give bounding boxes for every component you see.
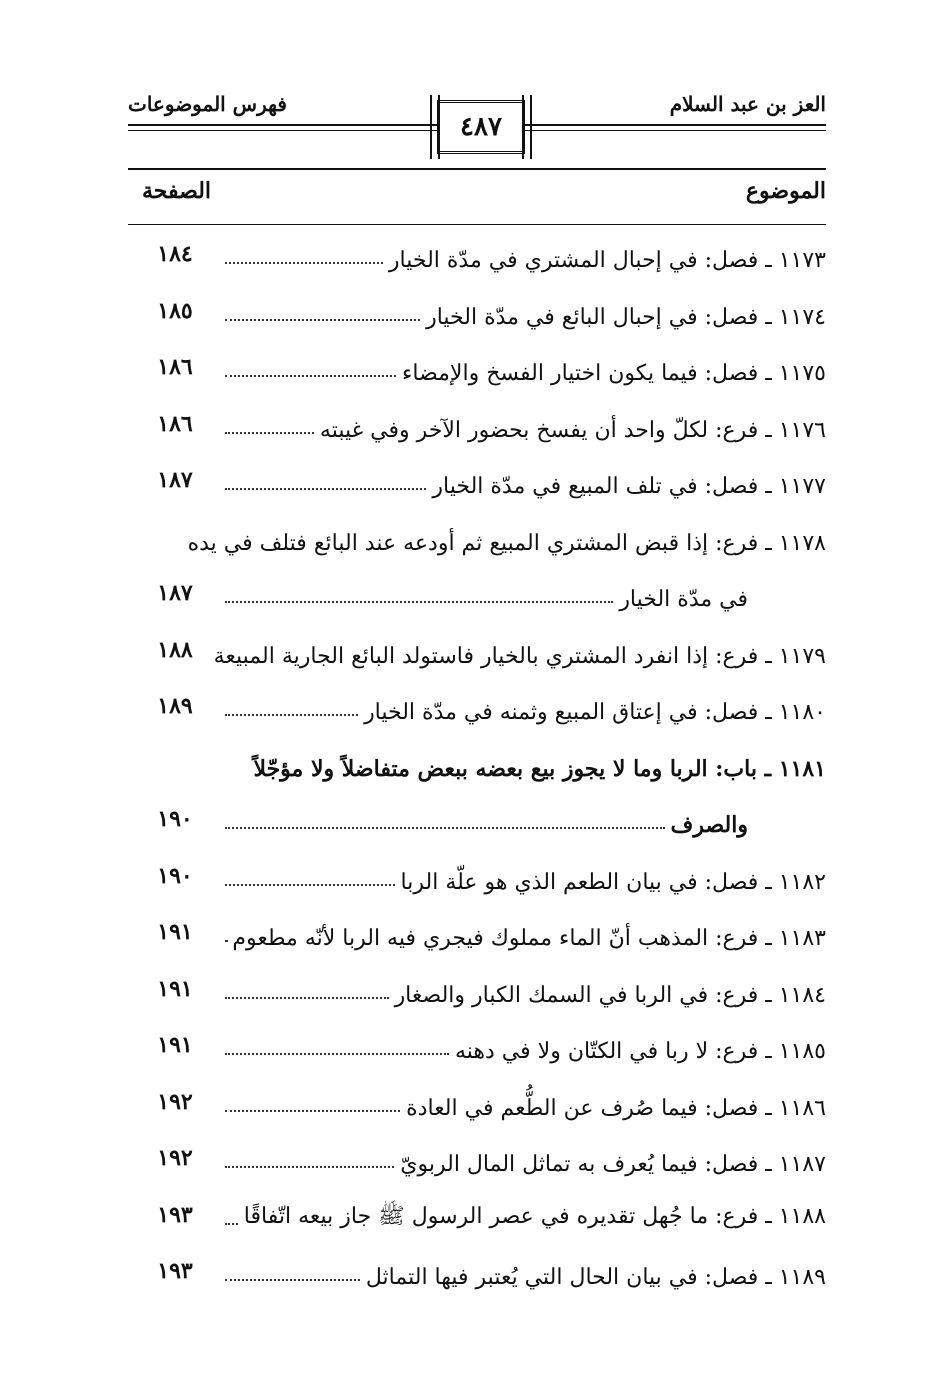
section-title: فهرس الموضوعات [128,92,287,116]
leader-dots [225,997,389,999]
entry-title-continued: في مدّة الخيار [619,587,748,612]
entry-line [225,346,826,386]
page-number: ٤٨٧ [460,112,502,142]
entry-line [225,968,826,1008]
entry-title: ١١٧٤ ـ فصل: في إحبال البائع في مدّة الخيار [426,304,826,330]
entry-line [225,911,826,951]
entry-page-number: ١٨٦ [157,410,193,437]
entry-title: ١١٧٦ ـ فرع: لكلّ واحد أن يفسخ بحضور الآخر وفي غيبته [319,417,826,443]
entry-page-number: ١٨٥ [157,297,193,324]
entry-line [225,290,826,330]
entry-line [187,516,826,556]
entry-page-number: ١٨٦ [157,354,193,380]
entry-line [225,1024,826,1064]
entry-title: ١١٨٩ ـ فصل: في بيان الحال التي يُعتبر فيها التماثل [365,1265,826,1290]
entry-title: ١١٨٧ ـ فصل: فيما يُعرف به تماثل المال الربويّ [400,1152,826,1177]
entry-page-number: ١٨٧ [157,580,193,606]
leader-dots [225,488,426,490]
entry-line [225,685,826,725]
leader-dots [225,601,613,603]
entry-page-number: ١٨٩ [157,693,193,719]
entry-title: ١١٧٣ ـ فصل: في إحبال المشتري في مدّة الخيار [388,248,826,273]
entry-page-number: ١٨٤ [157,241,193,267]
entry-line [225,1250,826,1290]
entry-title: ١١٨٣ ـ فرع: المذهب أنّ الماء مملوك فيجري فيه الربا لأنّه مطعوم [232,926,826,951]
entry-line [225,1194,826,1234]
entry-title: ١١٨٦ ـ فصل: فيما صُرف عن الطُّعم في العادة [406,1095,826,1121]
entry-line [213,629,826,669]
entry-line [225,1137,826,1177]
column-header-topic: الموضوع [745,178,826,204]
entry-page-number: ١٩٠ [157,806,193,832]
entry-title: ١١٧٥ ـ فصل: فيما يكون اختيار الفسخ والإمضاء [402,361,826,386]
entry-title: ١١٧٩ ـ فرع: إذا انفرد المشتري بالخيار فاستولد البائع الجارية المبيعة [213,643,826,669]
entry-page-number: ١٨٨ [157,636,193,663]
entry-line [225,233,826,273]
entry-line-continued [225,798,748,838]
leader-dots [225,375,396,377]
entry-line [225,1081,826,1121]
entry-page-number: ١٩١ [157,1032,193,1058]
entry-title: ١١٨١ ـ باب: الربا وما لا يجوز بيع بعضه ببعض متفاضلاً ولا مؤجّلاً [253,755,826,782]
leader-dots [225,1053,449,1055]
book-title: العز بن عبد السلام [669,92,826,116]
leader-dots [225,940,226,942]
column-header-page: الصفحة [142,178,212,204]
entry-page-number: ١٩١ [157,919,193,945]
leader-dots [225,1166,394,1168]
leader-dots [225,1110,400,1112]
entry-line-continued [225,572,748,612]
entry-title: ١١٨٤ ـ فرع: في الربا في السمك الكبار والصغار [394,982,826,1008]
entry-page-number: ١٩٣ [157,1201,193,1228]
entry-title: ١١٧٧ ـ فصل: في تلف المبيع في مدّة الخيار [432,474,826,499]
entry-line [225,459,826,499]
leader-dots [225,1279,360,1281]
entry-title: ١١٨٨ ـ فرع: ما جُهل تقديره في عصر الرسول ﷺ جاز بيعه اتّفاقًا [243,1203,826,1229]
leader-dots [225,432,314,434]
leader-dots [225,884,395,886]
leader-dots [225,1223,238,1225]
leader-dots [225,262,383,264]
entry-page-number: ١٩١ [157,975,193,1002]
entry-line [225,742,826,782]
entry-title-continued: والصرف [670,812,748,838]
entry-page-number: ١٨٧ [157,467,193,493]
entry-page-number: ١٩٢ [157,1145,193,1171]
entry-title: ١١٨٠ ـ فصل: في إعتاق المبيع وثمنه في مدّة الخيار [364,700,826,725]
entry-title: ١١٨٢ ـ فصل: في بيان الطعم الذي هو علّة الربا [400,869,826,895]
entry-line [225,403,826,443]
entry-title: ١١٨٥ ـ فرع: لا ربا في الكتّان ولا في دهنه [454,1039,826,1064]
entry-line [225,855,826,895]
leader-dots [225,827,665,829]
leader-dots [225,714,358,716]
leader-dots [225,319,420,321]
entry-page-number: ١٩٣ [157,1258,193,1284]
entry-page-number: ١٩٠ [157,862,193,889]
entry-page-number: ١٩٢ [157,1088,193,1115]
entry-title: ١١٧٨ ـ فرع: إذا قبض المشتري المبيع ثم أودعه عند البائع فتلف في يده [187,530,826,556]
